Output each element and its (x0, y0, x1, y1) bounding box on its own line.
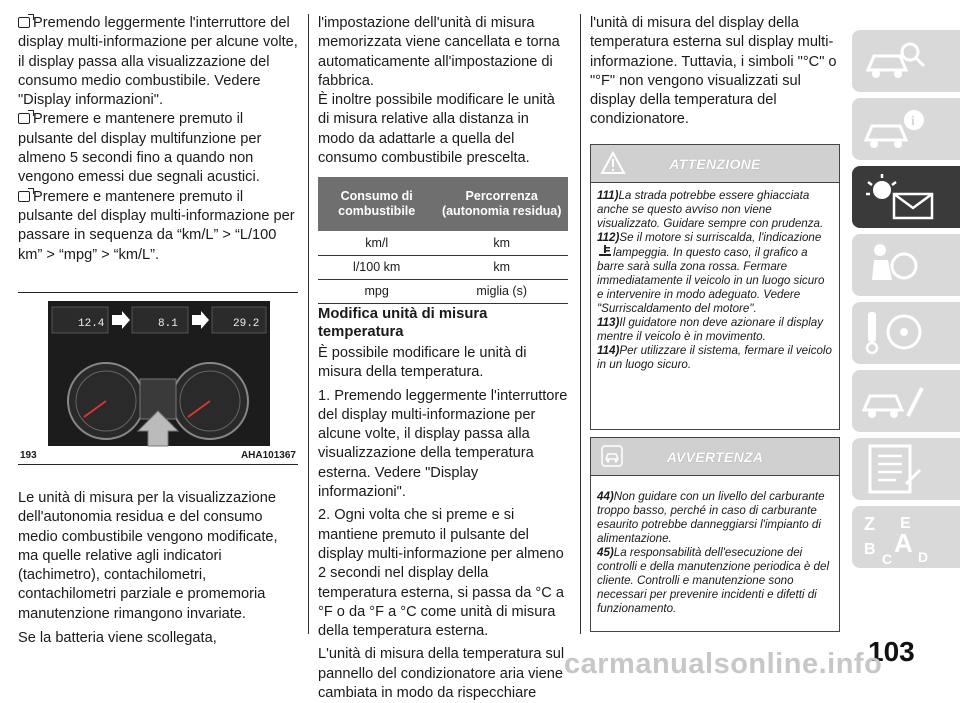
attenzione-body: 111)La strada potrebbe essere ghiacciata anche se questo avviso non viene visualizzato. Guidare sempre con prudenza. 112)Se il motore si surriscalda, l'indicazionelampeggia. In questo caso, il grafico a barre sarà sulla zona rossa. Fermare immediatamente il veicolo in un luogo sicuro e intervenire in modo adeguato. Vedere "Surriscaldamento del motore". 113)Il guidatore non deve azionare il display mentre il veicolo è in movimento. 114)Per utilizzare il sistema, fermare il veicolo in un luogo sicuro. (597, 189, 832, 371)
car-info-icon (860, 104, 930, 154)
tab-car-wrench[interactable] (852, 370, 960, 432)
step-paragraph (18, 110, 298, 187)
paragraph: 1. Premendo leggermente l'interruttore del display multi-informazione per alcune volte, il display passa alla visualizzazione della temperatura esterna. Vedere "Display informazioni". (318, 387, 568, 501)
column-middle-bottom (318, 305, 568, 703)
paragraph: l'impostazione dell'unità di misura memorizzata viene cancellata e torna automaticamente all'impostazione di fabbrica. (318, 15, 560, 89)
svg-text:B: B (864, 541, 876, 558)
alphabet-index-icon (860, 512, 940, 566)
page-number: 103 (868, 636, 915, 667)
key-steering-icon (860, 308, 930, 358)
column-left-bottom (18, 489, 298, 648)
attenzione-box (590, 144, 840, 430)
step-icon (18, 113, 30, 124)
tab-alphabet-index[interactable] (852, 506, 960, 568)
watermark: carmanualsonline.info (564, 648, 883, 680)
figure-number: 193 (20, 450, 37, 461)
column-left (18, 14, 298, 265)
text: Premere e mantenere premuto il pulsante del display multi-informazione per passare in sequenza da “km/L” > “L/100 km” > “mpg” > “km/L”. (18, 188, 295, 263)
column-divider (308, 14, 309, 634)
column-divider (580, 14, 581, 634)
table-header: Consumo di combustibile (318, 177, 435, 231)
paragraph: Se la batteria viene scollegata, (18, 630, 217, 647)
tab-key-steering[interactable] (852, 302, 960, 364)
airbag-icon (860, 240, 930, 290)
figure-caption (18, 446, 298, 464)
svg-text:E: E (900, 515, 911, 532)
table-cell: mpg (318, 279, 435, 303)
text: Premere e mantenere premuto il pulsante del display multifunzione per almeno 5 secondi fino a quando non vengono emessi due segnali acustici. (18, 111, 262, 186)
svg-text:A: A (894, 528, 913, 558)
tab-airbag[interactable] (852, 234, 960, 296)
table-row (318, 231, 568, 255)
text: Premendo leggermente l'interruttore del display multi-informazione per alcune volte, il display passa alla visualizzazione del consumo medio combustibile. Vedere "Display informazioni". (18, 15, 298, 109)
tab-checklist[interactable] (852, 438, 960, 500)
warning-light-mail-icon (860, 172, 940, 222)
step-icon (18, 191, 30, 202)
attenzione-title: ATTENZIONE (669, 156, 761, 172)
paragraph: 2. Ogni volta che si preme e si mantiene premuto il pulsante del display multi-informazione per almeno 2 secondi nel display della temperatura esterna, si passa da °C a °F o da °F a °C come unità di misura della temperatura esterna. (318, 507, 564, 640)
table-header: Percorrenza (autonomia residua) (435, 177, 568, 231)
avvertenza-header (591, 438, 839, 476)
paragraph: È inoltre possibile modificare le unità di misura relative alla distanza in modo da adattarle a quella del consumo combustibile prescelta. (318, 92, 555, 167)
svg-text:D: D (918, 549, 929, 565)
section-heading: Modifica unità di misura temperatura (318, 306, 488, 340)
step-icon (18, 17, 30, 28)
table-cell: km/l (318, 231, 435, 255)
table-row (318, 255, 568, 279)
attenzione-header (591, 145, 839, 183)
display-value-3: 29.2 (233, 318, 260, 330)
paragraph: L'unità di misura della temperatura sul pannello del condizionatore aria viene cambiata in modo da rispecchiare (318, 646, 565, 702)
table-cell: km (435, 255, 568, 279)
table-cell: km (435, 231, 568, 255)
avvertenza-body: 44)Non guidare con un livello del carburante troppo basso, perché in caso di carburante esaurito potrebbe danneggiarsi l'impianto di alimentazione. 45)La responsabilità dell'esecuzione dei controlli e della manutenzione periodica è del cliente. Controlli e manutenzione sono necessari per prevenire incidenti e difetti di funzionamento. (597, 490, 830, 615)
tab-car-search[interactable] (852, 30, 960, 92)
display-value-2: 8.1 (158, 318, 178, 330)
car-search-icon (860, 36, 930, 86)
svg-text:Z: Z (864, 514, 875, 534)
checklist-icon (860, 444, 930, 494)
step-paragraph (18, 188, 298, 265)
table-cell: l/100 km (318, 255, 435, 279)
column-right (590, 14, 840, 130)
temperature-icon (597, 245, 613, 257)
figure-code: AHA101367 (240, 450, 296, 461)
avvertenza-box (590, 437, 840, 632)
car-wrench-icon (860, 376, 930, 426)
step-paragraph (18, 14, 298, 110)
figure-image (48, 301, 270, 446)
display-value-1: 12.4 (78, 318, 105, 330)
svg-text:i: i (911, 114, 915, 129)
column-middle (318, 14, 568, 168)
avvertenza-title: AVVERTENZA (666, 449, 764, 465)
svg-text:C: C (882, 551, 893, 567)
tab-warning-lights[interactable] (852, 166, 960, 228)
tab-car-info[interactable] (852, 98, 960, 160)
paragraph: l'unità di misura del display della temperatura esterna sul display multi-informazione. Tuttavia, i simboli "°C" o "°F" non vengono visualizzati sul display della temperatura del condizionatore. (590, 15, 837, 128)
paragraph: È possibile modificare le unità di misura della temperatura. (318, 345, 527, 381)
table-row (318, 279, 568, 303)
paragraph: Le unità di misura per la visualizzazione dell'autonomia residua e del consumo medio combustibile vengono modificate, ma quelle relative agli indicatori (tachimetro), contachilometri, contachilometri parziale e promemoria manutenzione rimangono invariate. (18, 490, 278, 622)
table-cell: miglia (s) (435, 279, 568, 303)
units-table (318, 177, 568, 304)
instrument-cluster-figure (18, 292, 298, 465)
